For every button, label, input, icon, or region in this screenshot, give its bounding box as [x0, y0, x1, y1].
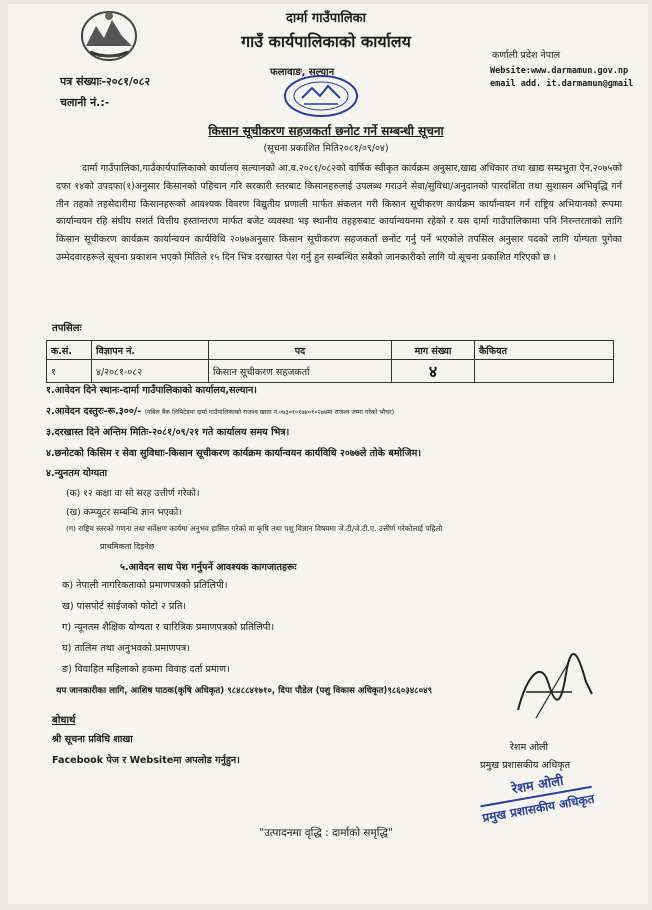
- table-header-row: [47, 341, 614, 360]
- qualification-item: (ख) कम्प्युटर सम्बन्धि ज्ञान भएको।: [66, 507, 182, 518]
- header-ad-number: विज्ञापन नं.: [92, 341, 209, 360]
- application-deadline: ३.दरखास्त दिने अन्तिम मितिः-२०८१/०९/२१ गते कार्यालय समय भित्र।: [46, 427, 290, 438]
- seal-title: प्रमुख प्रशासकीय अधिकृत: [480, 786, 595, 826]
- signer-name: रेशम ओली: [510, 742, 549, 753]
- table-row: [47, 360, 614, 383]
- cc-instruction: Facebook पेज र Websiteमा अपलोड गर्नुहुन।: [52, 755, 240, 766]
- qualification-item-cont: प्राथमिकता दिइनेछ: [100, 542, 155, 551]
- cc-heading: बोधार्थ: [52, 715, 76, 726]
- application-place: १.आवेदन दिने स्थानः-दार्मा गाउँपालिकाको कार्यालय,सल्यान।: [46, 385, 257, 396]
- document-item: ग) न्यूनतम शैक्षिक योग्यता र चारित्रिक प्रमाणपत्रको प्रतिलिपी।: [62, 622, 275, 633]
- signer-title: प्रमुख प्रशासकीय अधिकृत: [480, 760, 571, 771]
- cell-sn: १: [47, 360, 92, 383]
- published-date: (सूचना प्रकाशित मिति२०८१/०९/०४): [263, 143, 389, 154]
- selection-type: ४.छनोटको किसिम र सेवा सुविधाः-किसान सूचीकरण कार्यक्रम कार्यान्वयन कार्यविधि २०७७ले तोके बमोजिम।: [46, 448, 422, 459]
- notice-body: दार्मा गाउँपालिका,गाउँकार्यपालिकाको कार्यालय सल्यानको आ.व.२०८१/०८२को वार्षिक स्वीकृत कार्यक्रम अनुसार,खाद्य अधिकार तथा खाद्य सम्प्रभुता ऐन,२०७५को दफा १४को उपदफा(१)अनुसार किसानको पहिचान गरि सरकारी स्तरबाट किसानहरुलाई उपलब्ध गराउने सेवा/सुविधा/अनुदानको पारदर्शिता तथा सुशासन अभिवृद्धि गर्न तीन तहको तहसेदारीमा किसानहरूको आवश्यक विवरण विद्युतीय प्रणाली मार्फत संकलन गरी किसान सूचीकरण कार्यक्रम कार्यान्वयन गर्न राष्ट्रिय अभियानको रूपमा कार्यान्वयन रहि संघीय सशर्त वित्तीय हस्तान्तरण मार्फत बजेट व्यवस्था भइ स्थानीय तहहरुबाट कार्यान्वयनमा रहेको र यस दार्मा गाउँपालिकामा पनि निरन्तरताको लागि किसान सूचीकरण कार्यक्रम कार्यान्वयन कार्यविधि २०७७अनुसार किसान सूचीकरण सहजकर्ता छनोट गर्नु पर्ने भएकोले तपसिल अनुसार पदको लागि योग्यता पुगेका उम्मेदवारहरूले सूचना प्रकाशन भएको मितिले १५ दिन भित्र दरखास्त पेश गर्नु हुन सम्बन्धित सबैको जानकारीको लागि यो सूचना प्रकाशित गरिएको छ ।: [56, 163, 622, 263]
- dispatch-number: चलानी नं.:-: [60, 96, 110, 109]
- document-item: ङ) विवाहित महिलाको हकमा विवाह दर्ता प्रमाण।: [62, 664, 230, 675]
- contact-info: थप जानकारीका लागि, आशिष पाठक(कृषि अधिकृत) ९८४८८४१७१०, दिपा पौडेल (पशु विकास अधिकृत)९८६०३४८०४९: [56, 686, 433, 696]
- application-fee: [46, 404, 394, 417]
- cell-remarks: [475, 360, 614, 383]
- office-name: गाउँ कार्यपालिकाको कार्यालय: [241, 32, 411, 51]
- office-stamp-icon: [282, 74, 360, 118]
- website-text: Website:www.darmamun.gov.np: [490, 66, 629, 76]
- cell-ad-number: ४/२०८१-०८२: [92, 360, 209, 383]
- signature-icon: [508, 652, 598, 722]
- qualification-item: (ग) राष्ट्रिय स्तरको गणना तथा सर्वेक्षण कार्यमा अनुभव हासिल गरेको वा कृषि तथा पशु विज्ञान विषयमा जे.टी/जे.टी.ए. उत्तीर्ण गरेकोलाई पहिलो: [66, 524, 443, 533]
- municipality-name: दार्मा गाउँपालिका: [285, 11, 367, 26]
- header-remarks: कैफियत: [475, 341, 614, 360]
- province-name: कर्णाली प्रदेश नेपाल: [492, 50, 561, 61]
- document-item: ख) पासपोर्ट साईजको फोटो २ प्रति।: [62, 601, 186, 612]
- details-label: तपसिलः: [52, 323, 82, 334]
- header-demand-count: माग संख्या: [392, 341, 475, 360]
- application-fee-label: २.आवेदन दस्तुरः-रू.३००/-: [46, 406, 142, 417]
- notice-subject: किसान सूचीकरण सहजकर्ता छनोट गर्ने सम्बन्धी सूचना: [208, 124, 444, 138]
- min-qualification-title: ४.न्युनतम योग्यता: [46, 468, 108, 479]
- cell-demand-count: ४: [392, 360, 475, 383]
- seal-name: रेशम ओली: [510, 773, 565, 798]
- document-item: क) नेपाली नागरिकताको प्रमाणपत्रको प्रतिलिपी।: [62, 580, 228, 591]
- office-address: फलावाङ, सल्यान: [270, 67, 335, 78]
- documents-title: ५.आवेदन साथ पेश गर्नुपर्ने आवश्यक कागजातहरूः: [120, 562, 297, 573]
- email-text: email add. it.darmamun@gmail: [490, 79, 634, 89]
- header-sn: क.सं.: [47, 341, 92, 360]
- reference-number: पत्र संख्याः-२०८१/०८२: [60, 75, 151, 88]
- vacancy-table: [46, 340, 614, 383]
- application-fee-note: (नबिल बैंक लिमिटेडमा दार्मा गाउँपालिकाको राजश्व खाता नं.०७३०१०१७४०१०२७४मा राजश्व जम्मा गरेको भौचर): [144, 409, 395, 416]
- motto-text: "उत्पादनमा वृद्धि : दार्माको समृद्धि": [259, 827, 393, 839]
- cell-post: किसान सूचीकरण सहजकर्ता: [209, 360, 392, 383]
- cc-recipient: श्री सूचना प्रविधि शाखा: [52, 734, 133, 745]
- header-post: पद: [209, 341, 392, 360]
- document-item: घ) तालिम तथा अनुभवको प्रमाणपत्र।: [62, 643, 190, 654]
- qualification-item: (क) १२ कक्षा वा सो सरह उत्तीर्ण गरेको।: [66, 488, 200, 499]
